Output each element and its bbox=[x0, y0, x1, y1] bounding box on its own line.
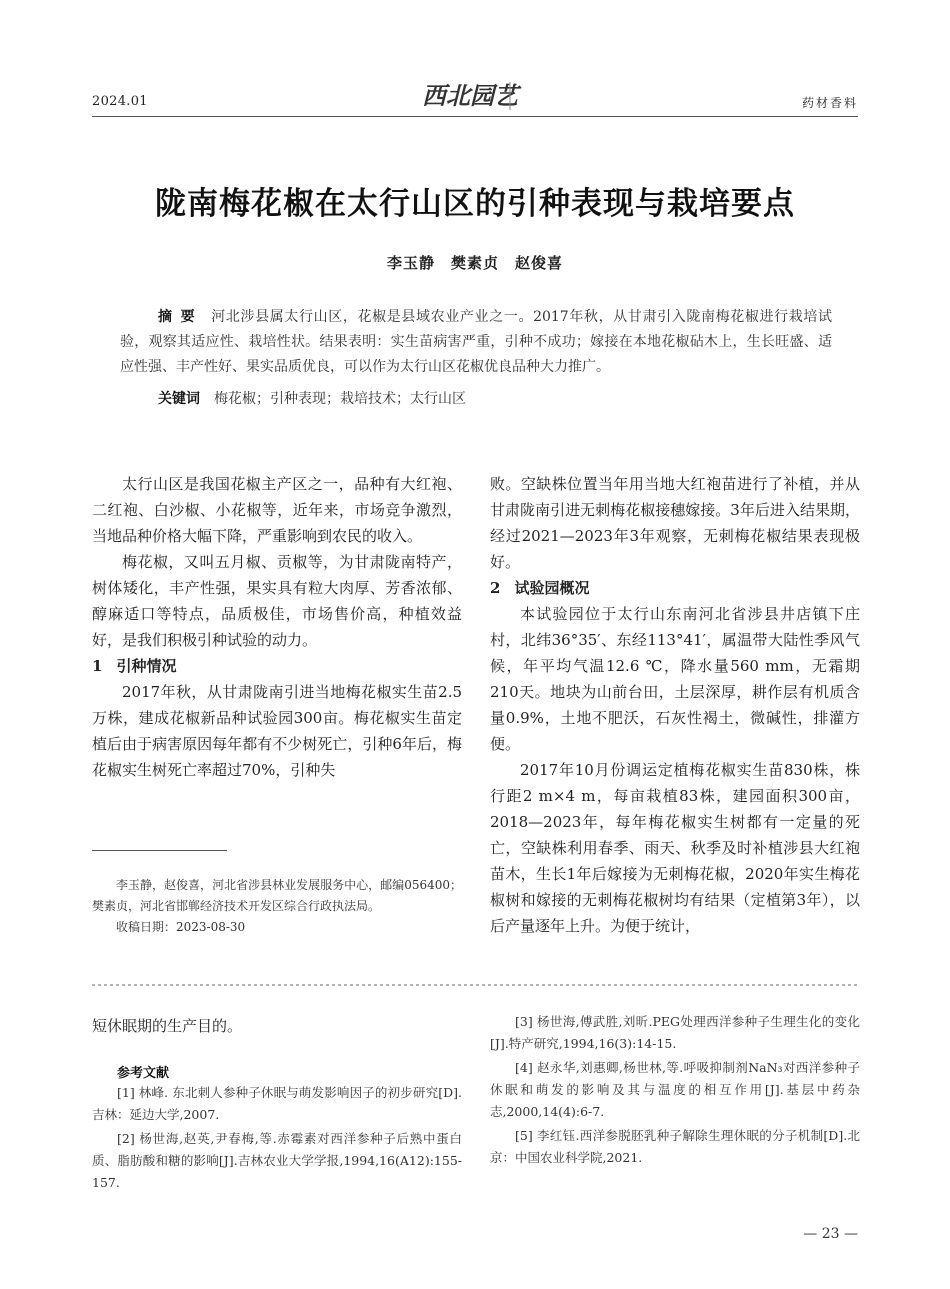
section-heading-1: 1 引种情况 bbox=[92, 657, 177, 675]
footnote-affiliation: 李玉静，赵俊喜，河北省涉县林业发展服务中心，邮编056400；樊素贞，河北省邯郸经济技术开发区综合行政执法局。 bbox=[92, 878, 462, 913]
body-right-column bbox=[490, 471, 860, 939]
reference-item: [1] 林峰. 东北刺人参种子休眠与萌发影响因子的初步研究[D].吉林：延边大学,2007. bbox=[92, 1085, 462, 1122]
references-right bbox=[490, 1011, 860, 1171]
article-authors: 李玉静 樊素贞 赵俊喜 bbox=[386, 254, 563, 272]
article-title: 陇南梅花椒在太行山区的引种表现与栽培要点 bbox=[155, 186, 795, 222]
footnote-received: 收稿日期：2023-08-30 bbox=[116, 920, 246, 934]
references-left bbox=[92, 1082, 462, 1196]
issue-date: 2024.01 bbox=[92, 94, 148, 109]
paragraph: 2017年秋，从甘肃陇南引进当地梅花椒实生苗2.5万株，建成花椒新品种试验园300亩。梅花椒实生苗定植后由于病害原因每年都有不少树死亡，引种6年后，梅花椒实生树死亡率超过70%，引种失 bbox=[92, 683, 462, 779]
keywords-text: 梅花椒；引种表现；栽培技术；太行山区 bbox=[214, 391, 466, 407]
journal-logo-text: 西北园艺 bbox=[422, 81, 518, 110]
section-heading-2: 2 试验园概况 bbox=[490, 579, 590, 597]
keywords-label: 关键词 bbox=[158, 391, 200, 407]
paragraph: 2017年10月份调运定植梅花椒实生苗830株，株行距2 m×4 m，每亩栽植83株，建园面积300亩，2018—2023年，每年梅花椒实生树都有一定量的死亡，空缺株利用春季、雨天、秋季及时补植涉县大红袍苗木，生长1年后嫁接为无刺梅花椒，2020年实生梅花椒树和嫁接的无刺梅花椒树均有结果（定植第3年），以后产量逐年上升。为便于统计， bbox=[490, 761, 860, 935]
paragraph: 本试验园位于太行山东南河北省涉县井店镇下庄村，北纬36°35′、东经113°41′，属温带大陆性季风气候，年平均气温12.6 ℃，降水量560 mm，无霜期210天。地块为山前台田，土层深厚，耕作层有机质含量0.9%，土地不肥沃，石灰性褐土，微碱性，排灌方便。 bbox=[490, 605, 860, 753]
keywords bbox=[158, 388, 838, 410]
continuation-text: 短休眠期的生产目的。 bbox=[92, 1017, 243, 1035]
reference-item: [3] 杨世海,傅武胜,刘昕.PEG处理西洋参种子生理生化的变化[J].特产研究,1994,16(3):14-15. bbox=[490, 1014, 860, 1051]
footnote bbox=[92, 875, 462, 938]
references-title: 参考文献 bbox=[117, 1066, 170, 1081]
abstract-label: 摘要 bbox=[158, 309, 204, 325]
reference-item: [4] 赵永华,刘惠卿,杨世林,等.呼吸抑制剂NaN₃对西洋参种子休眠和萌发的影响及其与温度的相互作用[J].基层中药杂志,2000,14(4):6-7. bbox=[490, 1060, 860, 1119]
journal-logo bbox=[418, 78, 522, 112]
reference-item: [5] 李红钰.西洋参脱胚乳种子解除生理休眠的分子机制[D].北京：中国农业科学院,2021. bbox=[490, 1128, 860, 1165]
body-left-column bbox=[92, 471, 462, 783]
paragraph: 太行山区是我国花椒主产区之一，品种有大红袍、二红袍、白沙椒、小花椒等，近年来，市场竞争激烈，当地品种价格大幅下降，严重影响到农民的收入。 bbox=[92, 475, 462, 545]
paragraph: 败。空缺株位置当年用当地大红袍苗进行了补植，并从甘肃陇南引进无刺梅花椒接穗嫁接。3年后进入结果期，经过2021—2023年3年观察，无刺梅花椒结果表现极好。 bbox=[490, 475, 860, 571]
article-separator bbox=[92, 983, 858, 987]
section-label: 药材香料 bbox=[801, 96, 858, 110]
paragraph: 梅花椒，又叫五月椒、贡椒等，为甘肃陇南特产，树体矮化，丰产性强，果实具有粒大肉厚、芳香浓郁、醇麻适口等特点，品质极佳，市场售价高，种植效益好，是我们积极引种试验的动力。 bbox=[92, 553, 462, 649]
page-number: — 23 — bbox=[803, 1226, 858, 1242]
footnote-rule bbox=[92, 850, 227, 851]
abstract-text: 河北涉县属太行山区，花椒是县域农业产业之一。2017年秋，从甘肃引入陇南梅花椒进行栽培试验，观察其适应性、栽培性状。结果表明：实生苗病害严重，引种不成功；嫁接在本地花椒砧木上，生长旺盛、适应性强、丰产性好、果实品质优良，可以作为太行山区花椒优良品种大力推广。 bbox=[120, 309, 832, 375]
reference-item: [2] 杨世海,赵英,尹春梅,等.赤霉素对西洋参种子后熟中蛋白质、脂肪酸和糖的影响[J].吉林农业大学学报,1994,16(A12):155-157. bbox=[92, 1131, 462, 1190]
header-rule bbox=[92, 116, 858, 117]
abstract bbox=[120, 305, 832, 380]
